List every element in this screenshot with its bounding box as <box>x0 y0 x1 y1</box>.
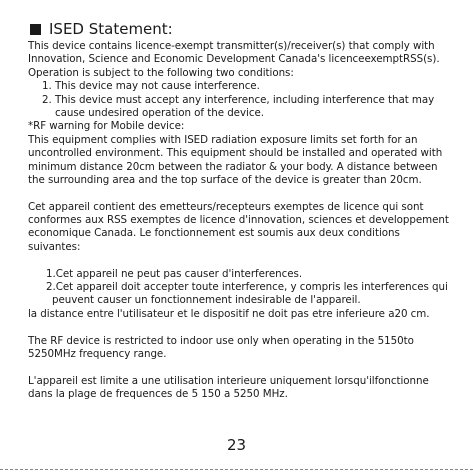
paragraph-line: L'appareil est limite a une utilisation interieure uniquement lorsqu'ilfonctionne <box>28 374 429 387</box>
condition-item: 1.Cet appareil ne peut pas causer d'interferences. <box>46 267 303 280</box>
paragraph-line: uncontrolled environment. This equipment should be installed and operated with <box>28 147 443 160</box>
paragraph-line: 5250MHz frequency range. <box>28 347 167 360</box>
square-bullet-icon <box>30 24 41 35</box>
condition-item-continuation: cause undesired operation of the device. <box>55 106 264 119</box>
condition-item: 1. This device may not cause interference. <box>42 80 260 93</box>
section-title: ISED Statement: <box>49 20 173 38</box>
paragraph-line: suivantes: <box>28 240 81 253</box>
paragraph-line: Operation is subject to the following two conditions: <box>28 66 294 79</box>
bottom-divider <box>0 469 473 470</box>
condition-item: 2.Cet appareil doit accepter toute interference, y compris les interferences qui <box>46 281 448 294</box>
paragraph-line: This device contains licence-exempt transmitter(s)/receiver(s) that comply with <box>28 40 435 52</box>
paragraph-spacer <box>28 361 468 374</box>
condition-item-continuation: peuvent causer un fonctionnement indesirable de l'appareil. <box>52 294 361 307</box>
paragraph-line: This equipment complies with ISED radiation exposure limits set forth for an <box>28 133 418 146</box>
condition-item: 2. This device must accept any interference, including interference that may <box>42 93 435 106</box>
paragraph-line: Cet appareil contient des emetteurs/recepteurs exemptes de licence qui sont <box>28 200 424 213</box>
paragraph-spacer <box>28 254 468 267</box>
paragraph-line: la distance entre l'utilisateur et le dispositif ne doit pas etre inferieure a20 cm. <box>28 307 430 320</box>
paragraph-spacer <box>28 321 468 334</box>
paragraph-line: conformes aux RSS exemptes de licence d'innovation, sciences et developpement <box>28 214 449 227</box>
section-heading <box>30 20 173 38</box>
page-number: 23 <box>226 436 247 454</box>
paragraph-line: dans la plage de frequences de 5 150 a 5250 MHz. <box>28 388 288 401</box>
paragraph-line: Innovation, Science and Economic Development Canada's licenceexemptRSS(s). <box>28 53 440 66</box>
rf-warning-title: *RF warning for Mobile device: <box>28 120 185 133</box>
statement-body <box>28 40 468 402</box>
paragraph-spacer <box>28 187 468 200</box>
paragraph-line: the surrounding area and the top surface of the device is greater than 20cm. <box>28 173 422 186</box>
paragraph-line: The RF device is restricted to indoor use only when operating in the 5150to <box>28 334 414 347</box>
paragraph-line: economique Canada. Le fonctionnement est soumis aux deux conditions <box>28 227 400 240</box>
paragraph-line: minimum distance 20cm between the radiator & your body. A distance between <box>28 160 438 173</box>
